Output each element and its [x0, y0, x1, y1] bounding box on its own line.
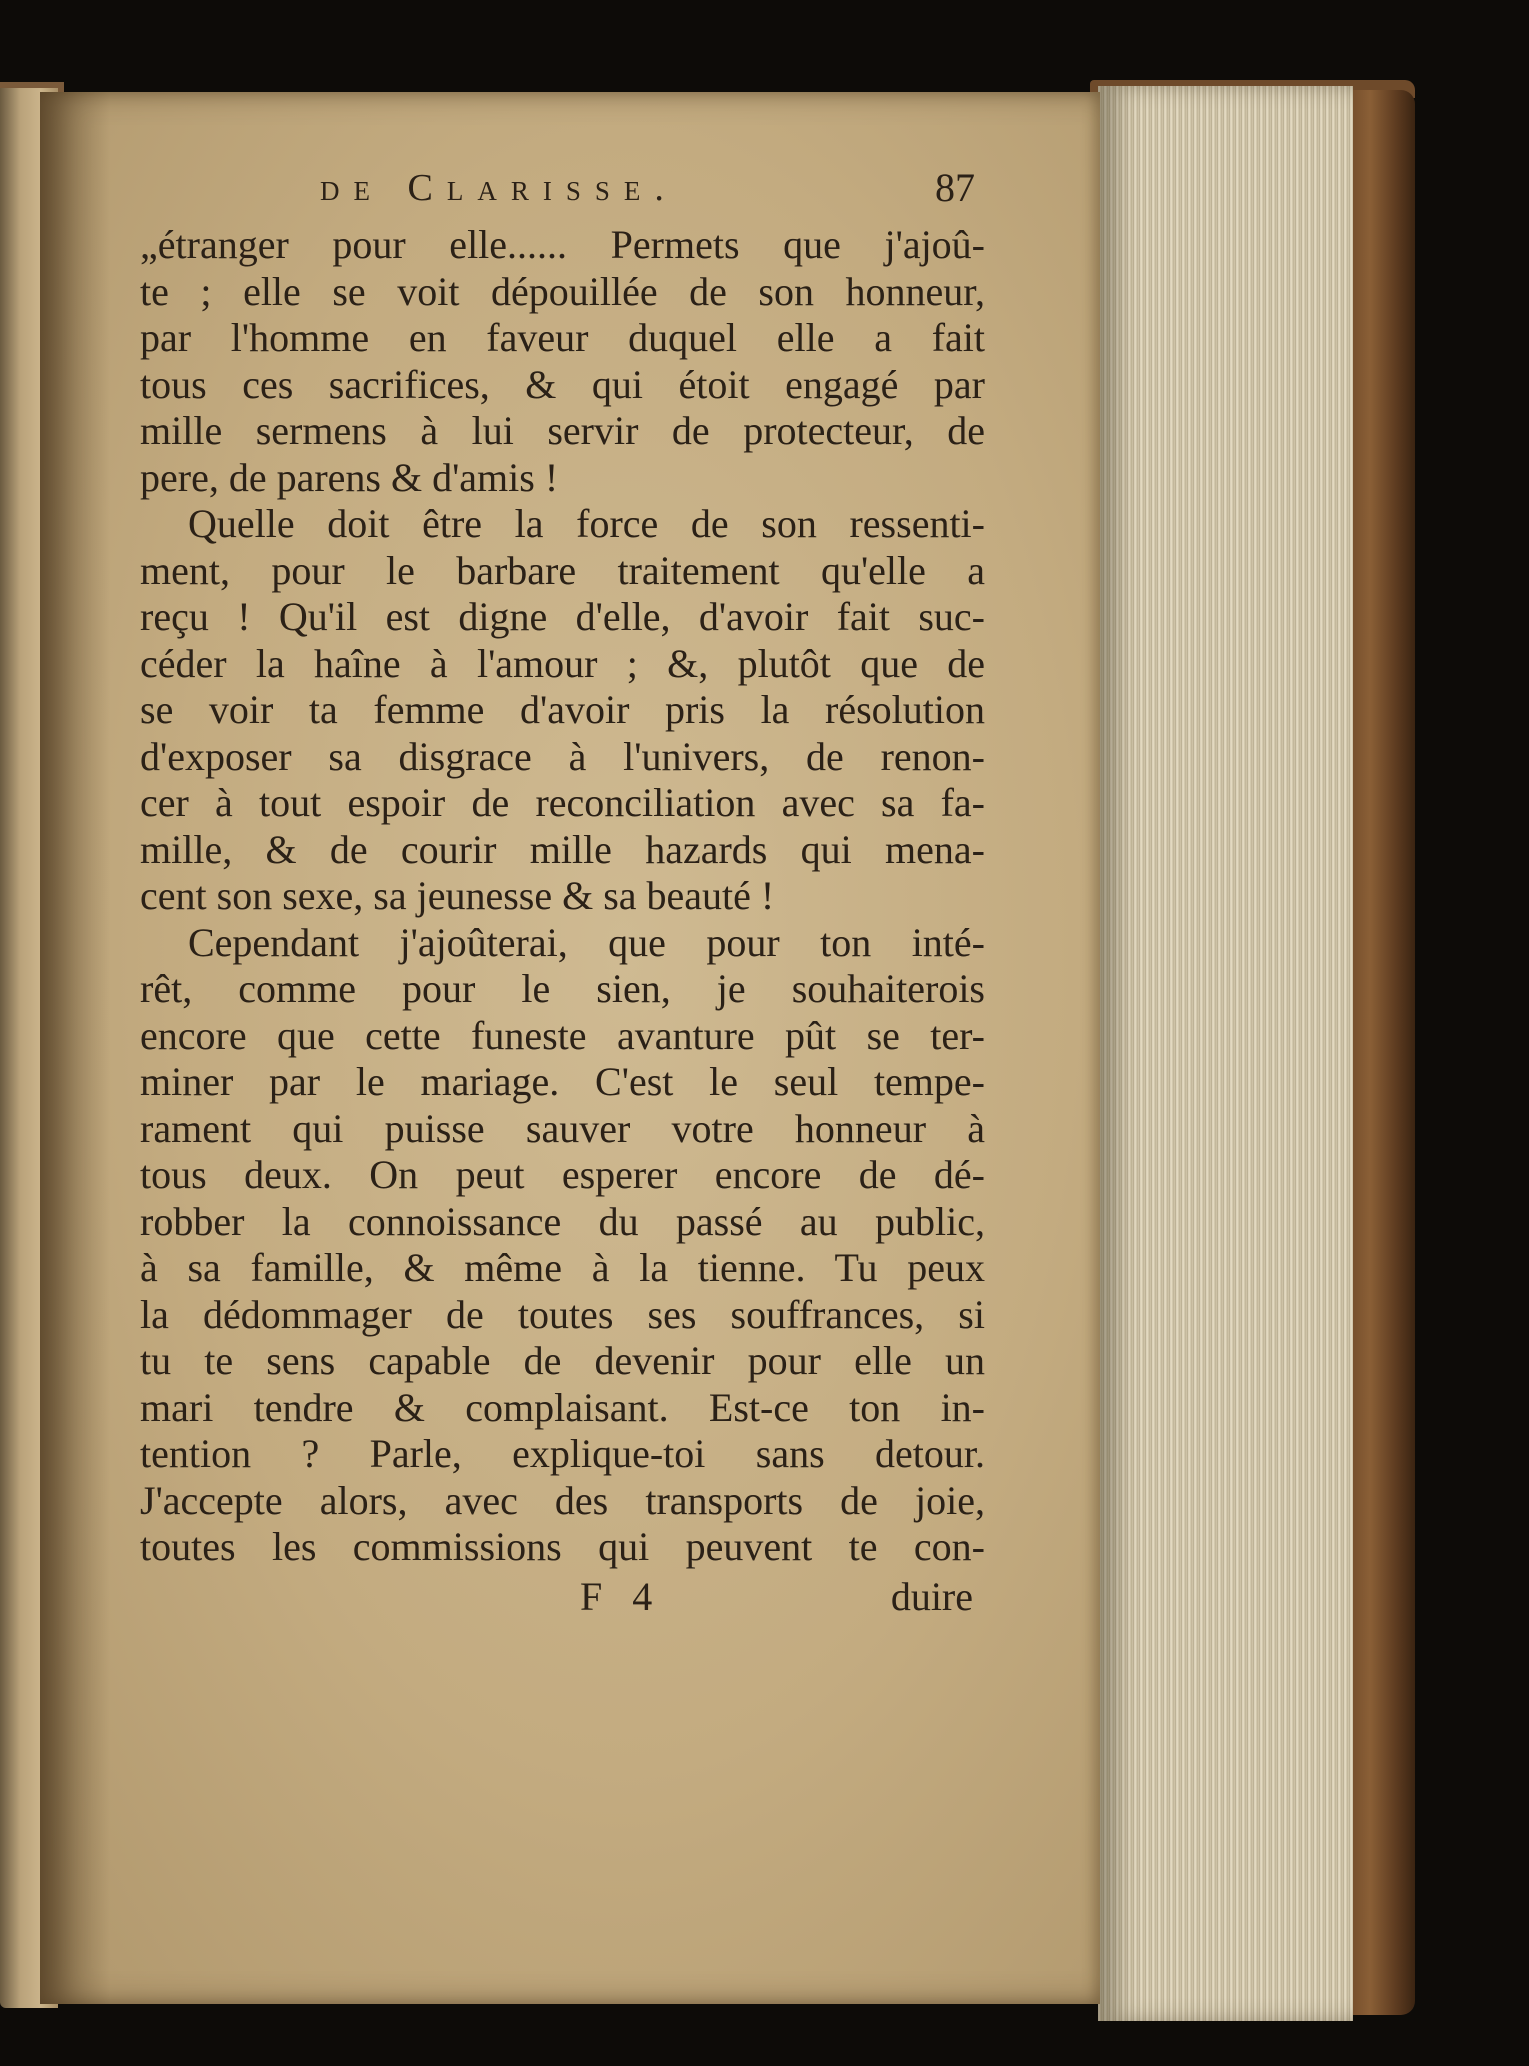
text-line: mari tendre & complaisant. Est-ce ton in-	[140, 1384, 985, 1430]
text-line: cent son sexe, sa jeunesse & sa beauté !	[140, 873, 775, 918]
text-line: encore que cette funeste avanture pût se ter-	[140, 1012, 985, 1058]
text-line: ment, pour le barbare traitement qu'elle a	[140, 547, 985, 593]
catchword: duire	[890, 1573, 973, 1619]
text-line: cer à tout espoir de reconciliation avec sa fa-	[140, 780, 985, 825]
text-line: d'exposer sa disgrace à l'univers, de renon-	[140, 733, 985, 779]
text-line: robber la connoissance du passé au public,	[140, 1198, 985, 1244]
running-head	[140, 160, 985, 222]
page-block-edge	[1098, 86, 1353, 2021]
text-block	[140, 160, 985, 1623]
text-line: miner par le mariage. C'est le seul tempe-	[140, 1059, 985, 1104]
text-line: mille sermens à lui servir de protecteur, de	[140, 408, 985, 453]
text-line: se voir ta femme d'avoir pris la résolution	[140, 687, 985, 732]
signature-mark: F 4	[580, 1573, 663, 1619]
text-line: la dédommager de toutes ses souffrances, si	[140, 1291, 985, 1337]
text-line: Quelle doit être la force de son ressenti-	[188, 501, 985, 546]
text-line: pere, de parens & d'amis !	[140, 454, 559, 500]
text-line: tous deux. On peut esperer encore de dé-	[140, 1152, 985, 1197]
text-line: mille, & de courir mille hazards qui mena-	[140, 826, 985, 872]
page-number: 87	[935, 165, 975, 210]
body-text	[140, 222, 985, 1571]
text-line: Cependant j'ajoûterai, que pour ton inté-	[188, 919, 985, 965]
running-title: de Clarisse.	[320, 167, 678, 209]
text-line: tention ? Parle, explique-toi sans detour.	[140, 1431, 985, 1476]
gutter-shadow	[40, 92, 110, 2004]
text-line: J'accepte alors, avec des transports de joie,	[140, 1477, 985, 1523]
text-line: toutes les commissions qui peuvent te con-	[140, 1524, 985, 1569]
text-line: reçu ! Qu'il est digne d'elle, d'avoir fait suc-	[140, 594, 985, 639]
text-line: par l'homme en faveur duquel elle a fait	[140, 315, 985, 360]
text-line: te ; elle se voit dépouillée de son honneur,	[140, 268, 985, 314]
text-line: rêt, comme pour le sien, je souhaiterois	[140, 966, 985, 1011]
text-line: céder la haîne à l'amour ; &, plutôt que de	[140, 640, 985, 686]
text-line: à sa famille, & même à la tienne. Tu peux	[140, 1245, 985, 1290]
text-line: tu te sens capable de devenir pour elle un	[140, 1338, 985, 1383]
page-footer	[140, 1573, 985, 1623]
text-line: tous ces sacrifices, & qui étoit engagé par	[140, 361, 985, 407]
text-line: „étranger pour elle...... Permets que j'ajoû-	[140, 222, 985, 267]
text-line: rament qui puisse sauver votre honneur à	[140, 1105, 985, 1151]
